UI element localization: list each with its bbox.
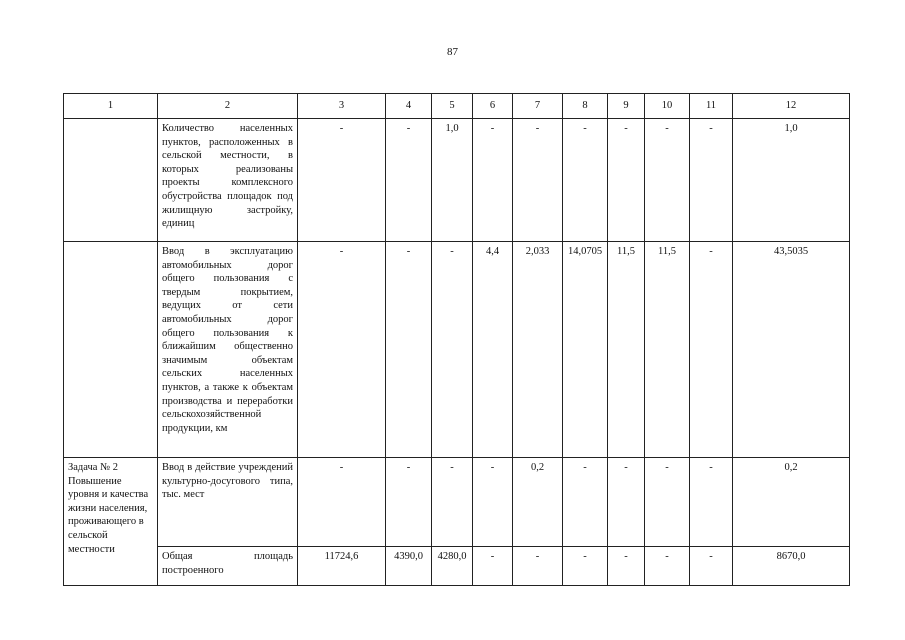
value-cell: 11,5 <box>645 242 690 458</box>
indicator-cell: Общая площадь построенного <box>158 547 298 586</box>
indicator-cell: Ввод в эксплуатацию автомобильных дорог общего пользования с твердым покрытием, ведущих от сети автомобильных дорог общего пользования к ближайшим общественно значимым объектам сельских населенных пунктов, а также к объектам производства и переработки сельскохозяйственной продукции, км <box>158 242 298 458</box>
indicators-table <box>63 93 850 586</box>
value-cell: - <box>563 547 608 586</box>
value-cell: - <box>645 458 690 547</box>
total-cell: 43,5035 <box>733 242 850 458</box>
value-cell: - <box>645 547 690 586</box>
indicator-cell: Ввод в действие учреждений культурно-досугового типа, тыс. мест <box>158 458 298 547</box>
value-cell: - <box>645 119 690 242</box>
value-cell: - <box>563 458 608 547</box>
value-cell: 1,0 <box>432 119 473 242</box>
value-cell: 4280,0 <box>432 547 473 586</box>
value-cell: - <box>386 242 432 458</box>
column-header: 6 <box>473 94 513 119</box>
table-row <box>64 242 850 458</box>
value-cell: - <box>513 547 563 586</box>
total-cell: 1,0 <box>733 119 850 242</box>
value-cell: - <box>690 119 733 242</box>
value-cell: - <box>563 119 608 242</box>
task-cell <box>64 242 158 458</box>
column-header: 5 <box>432 94 473 119</box>
value-cell: - <box>386 119 432 242</box>
indicator-cell: Количество населенных пунктов, расположенных в сельской местности, в которых реализованы проекты комплексного обустройства площадок под жилищную застройку, единиц <box>158 119 298 242</box>
value-cell: - <box>432 458 473 547</box>
table-row <box>64 547 850 586</box>
value-cell: - <box>298 242 386 458</box>
column-header: 9 <box>608 94 645 119</box>
total-cell: 8670,0 <box>733 547 850 586</box>
value-cell: 2,033 <box>513 242 563 458</box>
column-header: 11 <box>690 94 733 119</box>
column-header: 4 <box>386 94 432 119</box>
value-cell: - <box>298 458 386 547</box>
column-header: 12 <box>733 94 850 119</box>
value-cell: - <box>608 119 645 242</box>
table-row <box>64 119 850 242</box>
value-cell: - <box>608 458 645 547</box>
value-cell: - <box>608 547 645 586</box>
value-cell: - <box>690 242 733 458</box>
value-cell: - <box>513 119 563 242</box>
task-cell: Задача № 2 Повышение уровня и качества жизни населения, проживающего в сельской местности <box>64 458 158 586</box>
column-header: 2 <box>158 94 298 119</box>
value-cell: 11724,6 <box>298 547 386 586</box>
value-cell: - <box>690 547 733 586</box>
column-header: 8 <box>563 94 608 119</box>
value-cell: - <box>690 458 733 547</box>
task-cell <box>64 119 158 242</box>
column-header: 10 <box>645 94 690 119</box>
table-header-row <box>64 94 850 119</box>
page-number: 87 <box>447 46 458 58</box>
value-cell: - <box>473 458 513 547</box>
value-cell: 4390,0 <box>386 547 432 586</box>
value-cell: 14,0705 <box>563 242 608 458</box>
value-cell: 11,5 <box>608 242 645 458</box>
value-cell: - <box>298 119 386 242</box>
value-cell: - <box>473 547 513 586</box>
column-header: 7 <box>513 94 563 119</box>
value-cell: - <box>473 119 513 242</box>
value-cell: - <box>432 242 473 458</box>
column-header: 3 <box>298 94 386 119</box>
column-header: 1 <box>64 94 158 119</box>
value-cell: 0,2 <box>513 458 563 547</box>
table-row <box>64 458 850 547</box>
total-cell: 0,2 <box>733 458 850 547</box>
value-cell: - <box>386 458 432 547</box>
value-cell: 4,4 <box>473 242 513 458</box>
